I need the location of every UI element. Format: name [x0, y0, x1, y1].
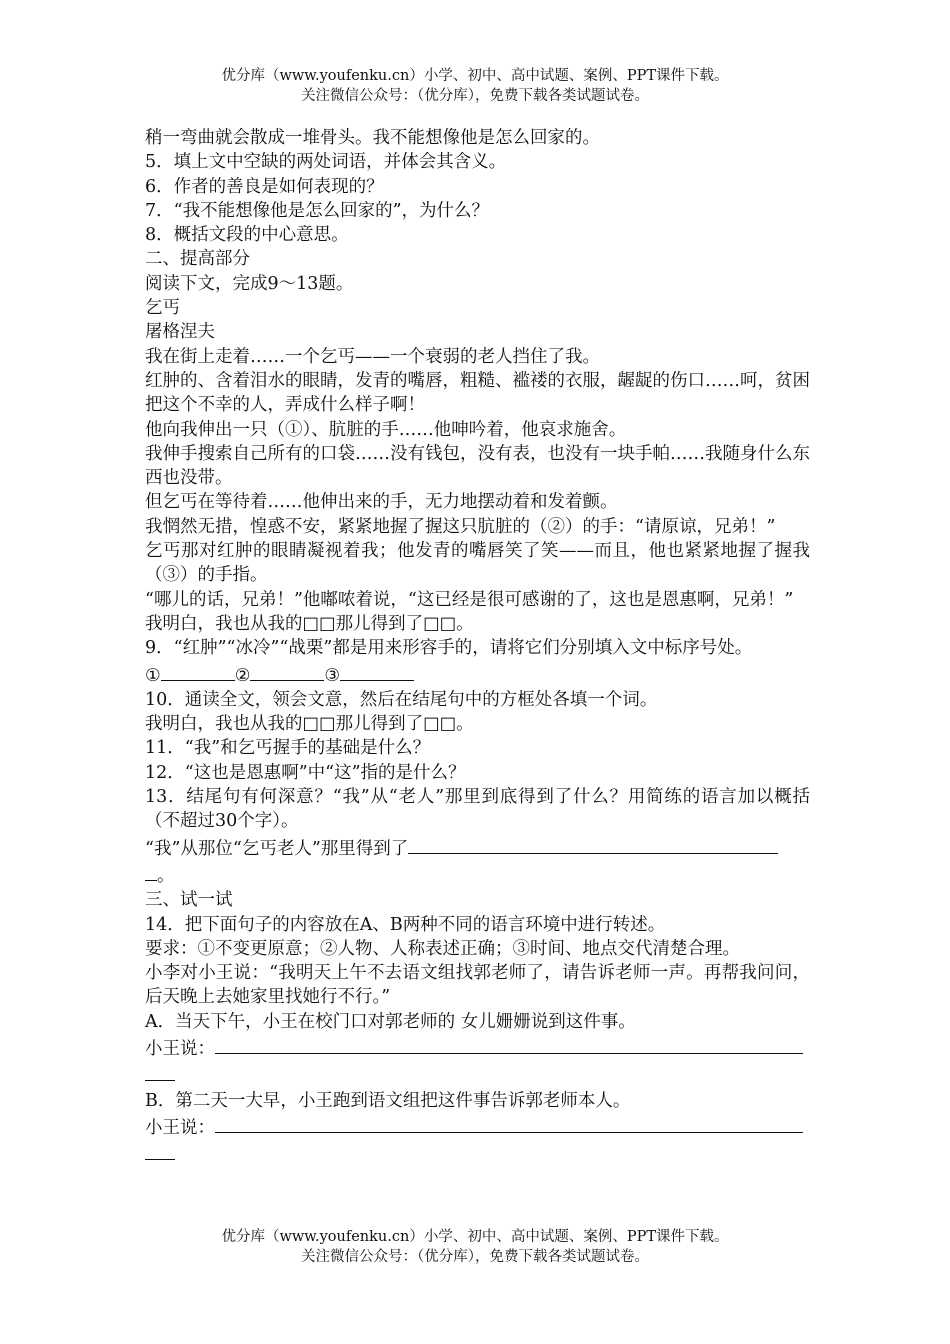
scenario-b: B．第二天一大早，小王跑到语文组把这件事告诉郭老师本人。 [145, 1090, 631, 1111]
header-line-2: 关注微信公众号：（优分库），免费下载各类试题试卷。 [301, 88, 649, 104]
story-paragraph: 但乞丐在等待着……他伸出来的手，无力地摆动着和发着颤。 [145, 492, 618, 513]
scenario-a: A．当天下午，小王在校门口对郭老师的 女儿姗姗说到这件事。 [145, 1011, 636, 1032]
question-13-answer-tail: 。 [145, 861, 810, 888]
passage-continuation: 稍一弯曲就会散成一堆骨头。我不能想像他是怎么回家的。 [145, 128, 600, 148]
header-line-1: 优分库（www.youfenku.cn）小学、初中、高中试题、案例、PPT课件下载。 [221, 68, 729, 84]
question-13: 13．结尾句有何深意？“我”从“老人”那里到底得到了什么？用简练的语言加以概括（不超过30个字）。 [145, 787, 810, 832]
answer-blank-b[interactable] [215, 1113, 803, 1133]
story-title: 乞丐 [145, 298, 180, 319]
marker-2: ② [234, 665, 251, 686]
footer-line-2: 关注微信公众号：（优分库），免费下载各类试题试卷。 [301, 1249, 649, 1265]
answer-blank-tail[interactable] [145, 861, 157, 881]
question-13-answer-line [145, 834, 810, 861]
requirements: 要求：①不变更原意；②人物、人称表述正确；③时间、地点交代清楚合理。 [145, 938, 740, 959]
section-3-heading: 三、试一试 [145, 890, 233, 911]
question-8: 8．概括文段的中心意思。 [145, 225, 349, 246]
source-quote: 小李对小王说：“我明天上午不去语文组找郭老师了，请告诉老师一声。再帮我问问，后天晚上去她家里找她行不行。” [145, 963, 810, 1008]
answer-blank-2[interactable] [250, 661, 324, 681]
question-6: 6．作者的善良是如何表现的？ [145, 176, 384, 197]
scenario-b-answer-line: 小王说： [145, 1113, 810, 1140]
story-ending: 我明白，我也从我的□□那儿得到了□□。 [145, 613, 474, 634]
story-author: 屠格涅夫 [145, 322, 215, 343]
story-paragraph: 我在街上走着……一个乞丐——一个衰弱的老人挡住了我。 [145, 346, 600, 367]
story-paragraph: 他向我伸出一只（①）、肮脏的手……他呻吟着，他哀求施舍。 [145, 419, 627, 440]
question-5: 5．填上文中空缺的两处词语，并体会其含义。 [145, 152, 507, 173]
scenario-a-answer-line: 小王说： [145, 1034, 810, 1061]
answer-blank-a[interactable] [215, 1034, 803, 1054]
story-paragraph: 我惘然无措，惶惑不安，紧紧地握了握这只肮脏的（②）的手：“请原谅，兄弟！” [145, 516, 776, 537]
question-11: 11．“我”和乞丐握手的基础是什么？ [145, 738, 431, 759]
answer-blank-b-tail[interactable] [145, 1140, 175, 1160]
section-2-heading: 二、提高部分 [145, 249, 250, 270]
question-13-prompt: “我”从那位“乞丐老人”那里得到了 [145, 838, 409, 859]
answer-blank-3[interactable] [340, 661, 414, 681]
footer-line-1: 优分库（www.youfenku.cn）小学、初中、高中试题、案例、PPT课件下载。 [221, 1229, 729, 1245]
question-7: 7．“我不能想像他是怎么回家的”，为什么？ [145, 200, 490, 221]
answer-blank[interactable] [408, 834, 778, 854]
question-10: 10．通读全文，领会文意，然后在结尾句中的方框处各填一个词。 [145, 689, 658, 710]
marker-1: ① [145, 665, 161, 686]
story-paragraph: 我伸手搜索自己所有的口袋……没有钱包，没有表，也没有一块手帕……我随身什么东西也没带。 [145, 443, 810, 489]
scenario-b-answer-tail [145, 1140, 810, 1167]
question-10-sentence: 我明白，我也从我的□□那儿得到了□□。 [145, 714, 474, 735]
story-paragraph: 红肿的、含着泪水的眼睛，发青的嘴唇，粗糙、褴褛的衣服，龌龊的伤口……呵，贫困把这个不幸的人，弄成什么样子啊！ [145, 370, 810, 416]
question-9: 9．“红肿”“冰冷”“战栗”都是用来形容手的，请将它们分别填入文中标序号处。 [145, 638, 753, 659]
answer-blank-a-tail[interactable] [145, 1061, 175, 1081]
document-body [145, 126, 810, 1167]
reading-instruction: 阅读下文，完成9～13题。 [145, 273, 354, 294]
scenario-a-answer-tail [145, 1061, 810, 1088]
question-9-answer-blanks [145, 661, 810, 688]
question-12: 12．“这也是恩惠啊”中“这”指的是什么？ [145, 762, 466, 783]
page-footer [0, 1227, 950, 1267]
answer-blank-1[interactable] [161, 661, 235, 681]
story-paragraph: 乞丐那对红肿的眼睛凝视着我；他发青的嘴唇笑了笑——而且，他也紧紧地握了握我（③）的手指。 [145, 541, 810, 586]
marker-3: ③ [324, 665, 341, 686]
story-paragraph: “哪儿的话，兄弟！”他嘟哝着说，“这已经是很可感谢的了，这也是恩惠啊，兄弟！” [145, 589, 794, 610]
page-header [0, 66, 950, 106]
question-14: 14．把下面句子的内容放在A、B两种不同的语言环境中进行转述。 [145, 914, 666, 935]
